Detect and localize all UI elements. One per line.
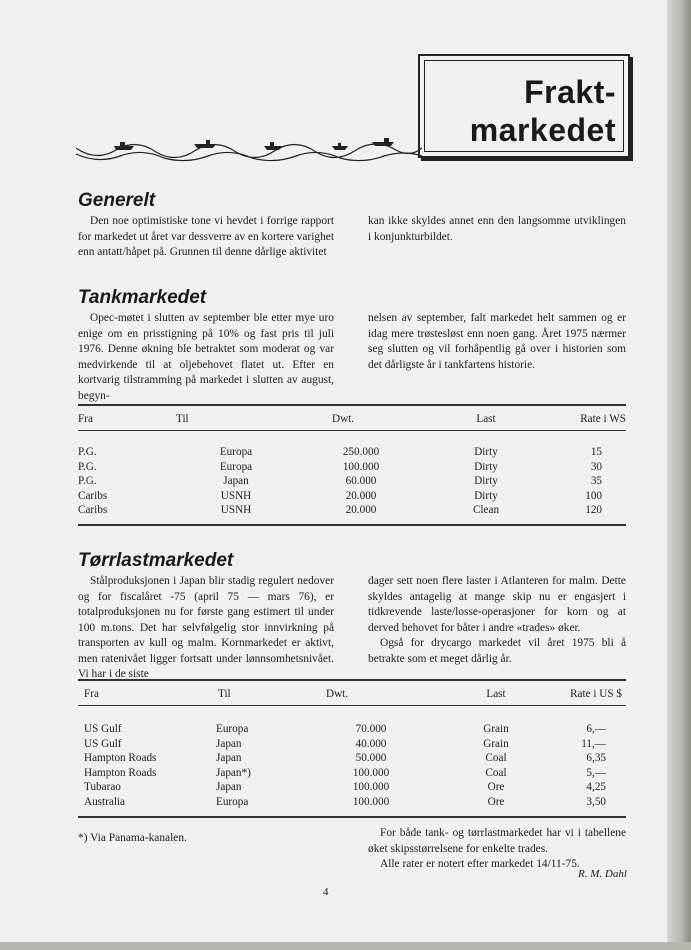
table-header-row [78,408,626,431]
torr-paragraph-1: Stålproduksjonen i Japan blir stadig regulert nedover og for fiscalåret -75 (april 75 — mars 76), er totalproduksjonen nu for første gang estimert til under 100 m.tons. Det har selvfølgelig stor innvirkning på transporten av kull og malm. Kornmarkedet er aktivt, men ratenivået ligger fortsatt under lønnsomhetsnivået. Vi har i de siste [78,575,334,680]
tank-rates-table [78,408,626,518]
cell-til: Japan [216,737,242,750]
table-row [78,766,626,781]
table-row [78,722,626,737]
cell-dwt: 250.000 [342,446,380,458]
cell-rate: 35 [590,475,602,488]
cell-fra: Caribs [78,489,108,502]
cell-til: USNH [220,504,252,517]
cell-dwt: 100.000 [352,781,390,794]
cell-fra: US Gulf [84,723,122,735]
footnote: *) Via Panama-kanalen. [78,832,187,844]
torr-table-top-rule [78,679,626,681]
generelt-paragraph-1: Den noe optimistiske tone vi hevdet i forrige rapport for markedet ut året var dessverre av en kortere varighet enn antatt/håpet på. Grunnen til denne dårlige aktivitet [78,215,334,258]
author-signature: R. M. Dahl [578,868,627,880]
cell-last: Dirty [474,446,498,458]
table-header-row [78,683,626,706]
cell-last: Coal [485,752,507,765]
cell-dwt: 40.000 [355,737,387,750]
cell-dwt: 70.000 [355,723,387,735]
page-edge [0,942,691,950]
tank-table-top-rule [78,404,626,406]
table-row [78,445,626,460]
torr-table-bottom-rule [78,816,626,818]
torr-paragraph-2: dager sett noen flere laster i Atlanteren for malm. Dette skyldes antagelig at mange skip nu er engasjert i tidkrevende laste/losse-operasjoner for korn og at derved behovet for båter i andre «trades» øker. [368,575,626,634]
tank-table-bottom-rule [78,524,626,526]
heading-generelt: Generelt [78,190,156,211]
column-header-fra: Fra [84,688,99,700]
generelt-paragraph-2: kan ikke skyldes annet enn den langsomme utviklingen i konjunkturbildet. [368,215,626,243]
cell-rate: 120 [585,504,602,517]
closing-paragraph-1: For både tank- og tørrlastmarkedet har vi i tabellene øket skipsstørrelsene for enkelte trades. [368,827,626,855]
cell-last: Coal [485,766,507,779]
cell-last: Grain [483,737,509,750]
cell-dwt: 20.000 [345,504,377,517]
cell-dwt: 100.000 [342,460,380,473]
closing-text [368,826,626,873]
cell-fra: P.G. [78,475,97,488]
cell-til: Japan*) [216,766,251,779]
cell-dwt: 100.000 [352,795,390,808]
table-row [78,474,626,489]
column-header-dwt: Dwt. [332,413,355,425]
cell-til: Japan [223,475,249,488]
cell-rate: 3,50 [586,795,606,808]
cell-til: Japan [216,781,242,794]
cell-fra: US Gulf [84,737,122,750]
column-header-last: Last [486,688,506,700]
cell-dwt: 20.000 [345,489,377,502]
table-row [78,489,626,504]
table-row [78,751,626,766]
cell-fra: Australia [84,795,126,808]
cell-last: Ore [487,781,505,794]
cell-fra: Hampton Roads [84,752,157,765]
waves-ships-illustration [76,128,422,162]
closing-paragraph-2: Alle rater er notert efter markedet 14/11-75. [380,858,580,870]
cell-til: Europa [216,795,249,808]
cell-fra: Caribs [78,504,108,517]
cell-last: Ore [487,795,505,808]
cell-dwt: 50.000 [355,752,387,765]
cell-rate: 15 [590,446,602,458]
cell-last: Dirty [474,475,498,488]
table-row [78,737,626,752]
table-row [78,460,626,475]
column-header-til: Til [218,688,231,700]
cell-last: Dirty [474,460,498,473]
column-header-rate: Rate i US $ [570,688,622,700]
tank-paragraph-1: Opec-møtet i slutten av september ble etter mye uro enige om en prisstigning på 10% og fast pris til juli 1976. Denne økning ble betraktet som moderat og var medvirkende til at oljebehovet flatet ut. Efter en kortvarig tilstramming på markedet i slutten av august, begyn- [78,312,334,402]
column-header-dwt: Dwt. [326,688,349,700]
cell-rate: 11,— [581,737,606,750]
column-header-til: Til [176,413,189,425]
binding-edge [667,0,691,950]
cell-dwt: 60.000 [345,475,377,488]
title-box [418,54,630,158]
cell-til: Europa [219,460,253,473]
cell-last: Dirty [474,489,498,502]
cell-til: USNH [220,489,252,502]
torr-text-col2 [368,574,626,667]
torr-rates-table [78,683,626,810]
cell-til: Europa [219,446,253,458]
title-line-1: Frakt- [524,74,616,110]
tank-text-col2 [368,311,626,373]
title-line-2: markedet [469,112,616,148]
cell-rate: 5,— [586,766,606,779]
tank-text-col1 [78,311,334,404]
column-header-last: Last [476,413,496,425]
cell-rate: 30 [590,460,602,473]
torr-paragraph-3: Også for drycargo markedet vil året 1975 bli å betrakte som et meget dårlig år. [368,637,626,665]
table-row [78,795,626,810]
cell-rate: 6,35 [586,752,606,765]
cell-fra: Tubarao [84,781,121,794]
heading-tankmarkedet: Tankmarkedet [78,287,207,308]
table-row [78,503,626,518]
cell-fra: P.G. [78,446,97,458]
table-row [78,780,626,795]
cell-last: Clean [472,504,500,517]
cell-rate: 4,25 [586,781,606,794]
cell-dwt: 100.000 [352,766,390,779]
cell-rate: 100 [585,489,602,502]
column-header-fra: Fra [78,413,93,425]
generelt-text-col2 [368,214,626,245]
tank-paragraph-2: nelsen av september, falt markedet helt sammen og er idag mere trøstesløst enn noen gang. Året 1975 nærmer seg slutten og vil forhåpentlig gå over i historien som det dårligste år i tankfartens historie. [368,312,626,371]
cell-rate: 6,— [586,723,606,735]
column-header-rate: Rate i WS [580,413,626,425]
torr-text-col1 [78,574,334,683]
cell-til: Europa [216,723,249,735]
heading-torrlastmarkedet: Tørrlastmarkedet [78,550,234,571]
cell-fra: Hampton Roads [84,766,157,779]
generelt-text-col1 [78,214,334,261]
cell-last: Grain [483,723,509,735]
cell-til: Japan [216,752,242,765]
cell-fra: P.G. [78,460,97,473]
page-number: 4 [323,886,329,898]
